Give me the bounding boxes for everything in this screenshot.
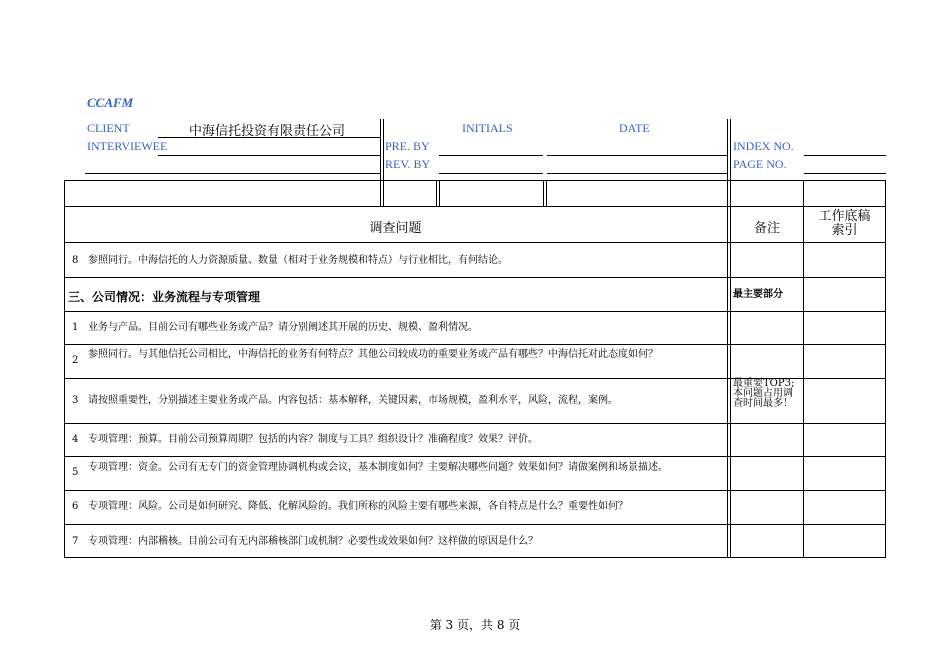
client-label: CLIENT bbox=[87, 121, 130, 135]
row-question: 专项管理：预算。目前公司预算周期？包括的内容？制度与工具？组织设计？准确程度？效果？评价。 bbox=[88, 434, 538, 445]
column-header-ref-line2: 索引 bbox=[831, 223, 858, 238]
client-underline bbox=[158, 137, 380, 138]
table-right-border bbox=[885, 180, 886, 558]
row-number: 4 bbox=[72, 434, 79, 445]
pre-by-label: PRE. BY bbox=[385, 139, 430, 153]
page-no-line bbox=[804, 173, 886, 174]
initials-label: INITIALS bbox=[462, 121, 513, 135]
rev-by-label: REV. BY bbox=[385, 157, 431, 171]
row-line-3 bbox=[64, 344, 886, 345]
index-no-label: INDEX NO. bbox=[733, 139, 794, 153]
client-value: 中海信托投资有限责任公司 bbox=[189, 124, 346, 139]
row-question: 专项管理：资金。公司有无专门的资金管理协调机构或会议，基本制度如何？主要解决哪些问题？效果如何？请做案例和场景描述。 bbox=[88, 462, 668, 473]
index-no-line bbox=[804, 155, 886, 156]
pre-by-initials-line bbox=[439, 155, 543, 156]
table-header-line bbox=[64, 242, 886, 243]
row-question: 专项管理：内部稽核。目前公司有无内部稽核部门或机制？必要性或效果如何？这样做的原因是什么？ bbox=[88, 536, 538, 547]
row-number: 2 bbox=[72, 355, 79, 366]
table-line-2 bbox=[64, 206, 886, 207]
column-header-remark: 备注 bbox=[753, 221, 780, 236]
row-question: 参照同行。中海信托的人力资源质量、数量（相对于业务规模和特点）与行业相比，有何结论。 bbox=[88, 255, 508, 266]
divider-v1b bbox=[383, 119, 384, 207]
interviewee-label: INTERVIEWEE bbox=[87, 139, 168, 153]
row-line-8 bbox=[64, 524, 886, 525]
page-no-label: PAGE NO. bbox=[733, 157, 787, 171]
row-question: 专项管理：风险。公司是如何研究、降低、化解风险的。我们所称的风险主要有哪些来源，各自特点是什么？重要性如何？ bbox=[88, 501, 628, 512]
row-line-1 bbox=[64, 277, 886, 278]
row-number: 7 bbox=[72, 536, 79, 547]
divider-v4a bbox=[543, 180, 544, 207]
row-number: 8 bbox=[72, 255, 79, 266]
table-left-border bbox=[64, 180, 65, 558]
table-bottom-line bbox=[64, 557, 886, 558]
column-header-ref-line1: 工作底稿 bbox=[818, 209, 871, 224]
row-question: 参照同行。与其他信托公司相比，中海信托的业务有何特点？其他公司较成功的重要业务或产品有哪些？中海信托对此态度如何？ bbox=[88, 349, 658, 360]
row-line-2 bbox=[64, 311, 886, 312]
row-line-6 bbox=[64, 456, 886, 457]
row-number: 1 bbox=[72, 322, 79, 333]
row-number: 3 bbox=[72, 395, 79, 406]
rev-by-initials-line bbox=[439, 173, 543, 174]
row-question: 业务与产品。目前公司有哪些业务或产品？请分别阐述其开展的历史、规模、盈利情况。 bbox=[88, 322, 478, 333]
row-question: 请按照重要性，分别描述主要业务或产品。内容包括：基本解释，关键因素，市场规模，盈利水平，风险，流程，案例。 bbox=[88, 395, 618, 406]
rev-by-date-line bbox=[547, 173, 727, 174]
divider-v2b bbox=[730, 119, 731, 557]
row-number: 5 bbox=[72, 467, 79, 478]
divider-v3a bbox=[436, 180, 437, 207]
header-bottom-line bbox=[85, 173, 380, 174]
row-number: 6 bbox=[72, 501, 79, 512]
section-heading: 三、公司情况：业务流程与专项管理 bbox=[68, 290, 261, 304]
row-line-5 bbox=[64, 423, 886, 424]
divider-v3b bbox=[439, 180, 440, 207]
divider-v1a bbox=[380, 119, 381, 207]
table-top-line bbox=[64, 180, 886, 181]
page-footer: 第 3 页，共 8 页 bbox=[429, 618, 521, 632]
divider-v4b bbox=[546, 180, 547, 207]
brand-logo-text: CCAFM bbox=[87, 95, 134, 110]
column-header-question: 调查问题 bbox=[369, 221, 422, 236]
date-label: DATE bbox=[619, 121, 650, 135]
row-remark: 最重要TOP3;本问题占用调查时间最多！ bbox=[733, 378, 795, 409]
column-header-ref bbox=[804, 210, 885, 238]
interviewee-underline bbox=[158, 155, 380, 156]
row-line-7 bbox=[64, 490, 886, 491]
divider-v2a bbox=[727, 119, 728, 557]
row-remark: 最主要部分 bbox=[733, 289, 783, 300]
pre-by-date-line bbox=[547, 155, 727, 156]
